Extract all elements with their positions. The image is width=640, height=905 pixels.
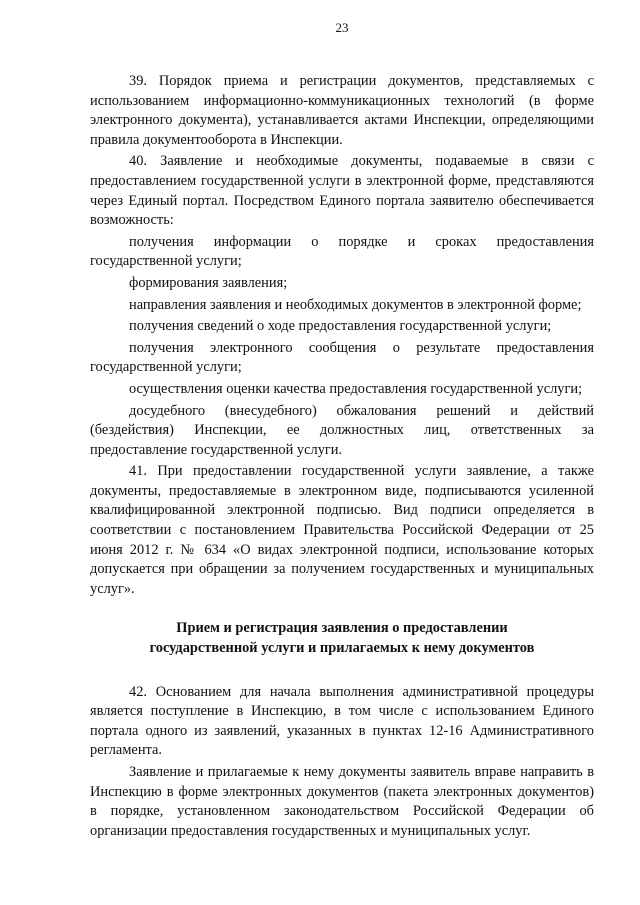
list-item-quality: осуществления оценки качества предоставления государственной услуги; [129, 380, 583, 397]
paragraph-42: 42. Основанием для начала выполнения административной процедуры является поступление в Инспекцию, в том числе с использованием Единого портала одного из заявлений, указанных в пунктах 12-16 Административного регламента. [90, 683, 594, 759]
paragraph-41: 41. При предоставлении государственной услуги заявление, а также документы, предоставляемые в электронном виде, подписываются усиленной квалифицированной электронной подписью. Вид подписи определяется в соответствии с постановлением Правительства Российской Федерации от 25 июня 2012 г. № 634 «О видах электронной подписи, использование которых допускается при обращении за получением государственных и муниципальных услуг». [90, 463, 594, 597]
list-item-submit: направления заявления и необходимых документов в электронной форме; [129, 296, 582, 313]
list-item-info: получения информации о порядке и сроках предоставления государственной услуги; [90, 233, 594, 270]
section-heading-line-2: государственной услуги и прилагаемых к нему документов [149, 640, 535, 657]
list-item-result: получения электронного сообщения о результате предоставления государственной услуги; [90, 339, 594, 376]
paragraph-block-1 [90, 72, 594, 599]
section-heading [90, 619, 594, 658]
list-item-form: формирования заявления; [129, 274, 288, 291]
paragraph-40: 40. Заявление и необходимые документы, подаваемые в связи с предоставлением государственной услуги в электронной форме, представляются через Единый портал. Посредством Единого портала заявителю обеспечивается возможность: [90, 153, 594, 229]
section-heading-line-1: Прием и регистрация заявления о предоставлении [176, 620, 508, 637]
paragraph-39: 39. Порядок приема и регистрации документов, представляемых с использованием информационно-коммуникационных технологий (в форме электронного документа), устанавливается актами Инспекции, определяющими правила документооборота в Инспекции. [90, 73, 594, 148]
paragraph-block-2 [90, 683, 594, 842]
document-page [90, 18, 594, 841]
list-item-appeal: досудебного (внесудебного) обжалования решений и действий (бездействия) Инспекции, ее должностных лиц, ответственных за предоставление государственной услуги. [90, 402, 594, 458]
paragraph-electronic-submission: Заявление и прилагаемые к нему документы заявитель вправе направить в Инспекцию в форме электронных документов (пакета электронных документов) в порядке, установленном законодательством Российской Федерации об организации предоставления государственных и муниципальных услуг. [90, 764, 594, 839]
list-item-status: получения сведений о ходе предоставления государственной услуги; [129, 318, 552, 335]
page-number: 23 [335, 20, 349, 35]
